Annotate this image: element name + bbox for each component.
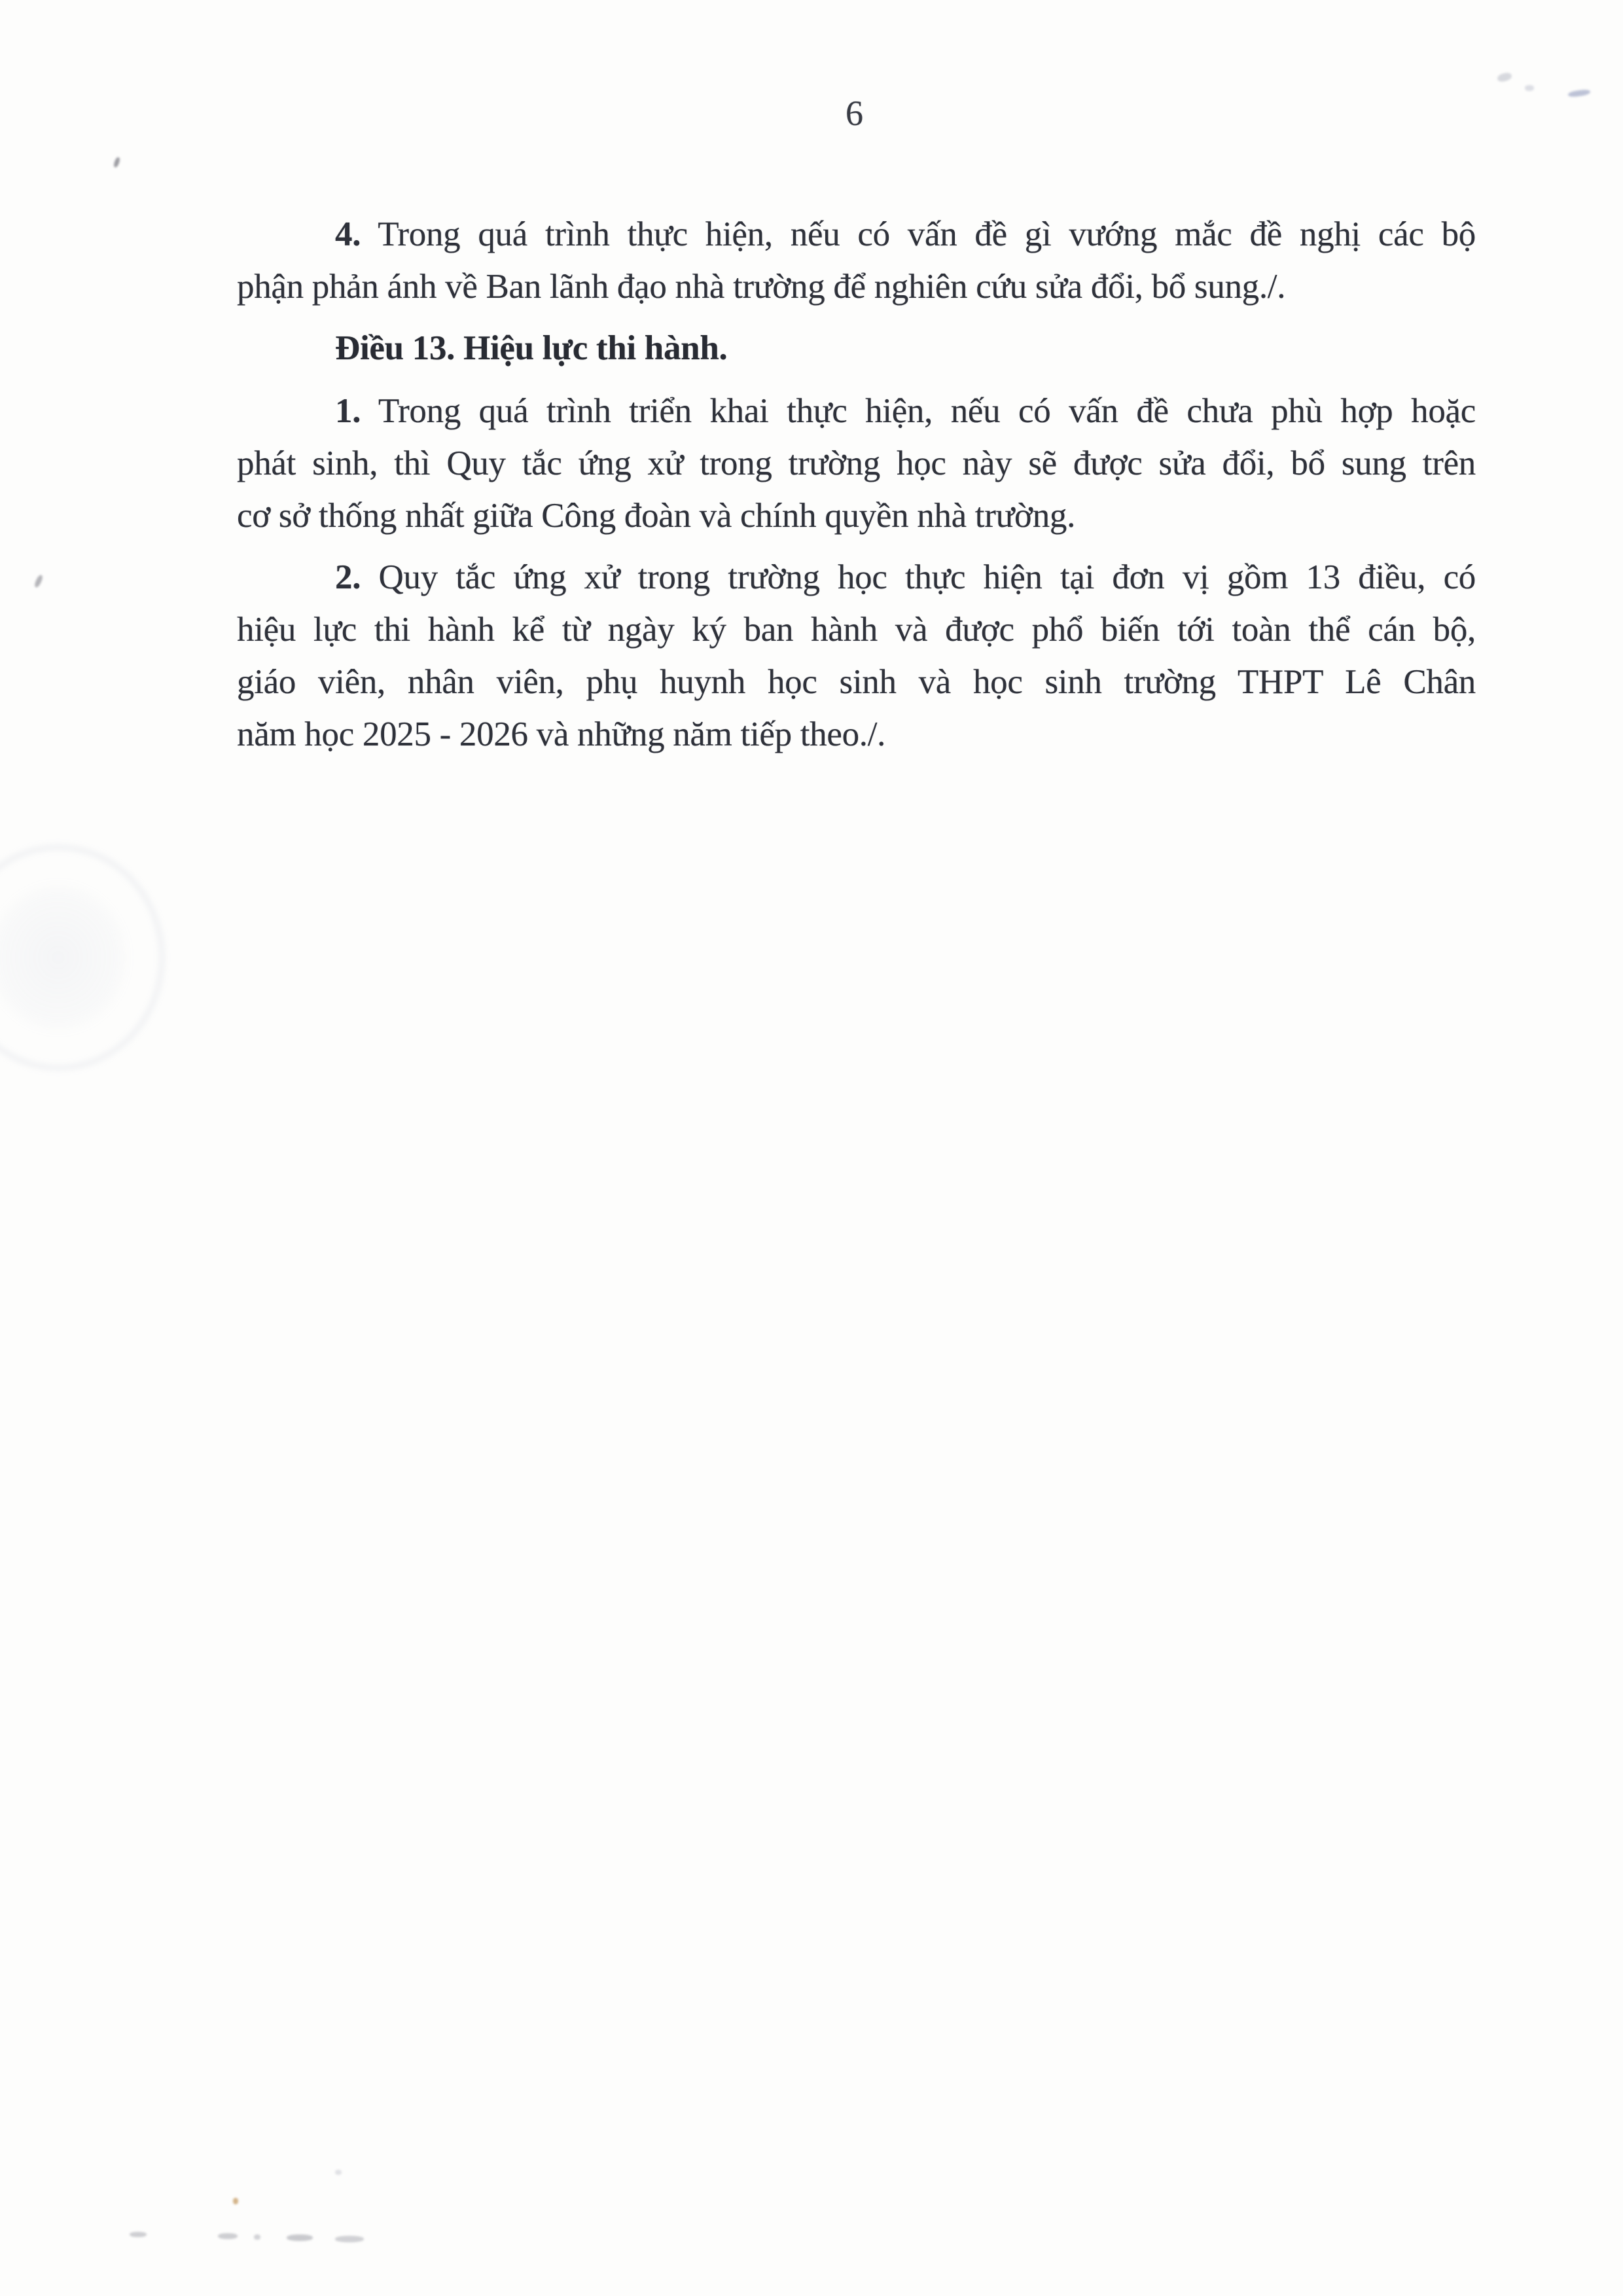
text-line: cơ sở thống nhất giữa Công đoàn và chính quyền nhà trường. — [237, 497, 1076, 535]
page-number: 6 — [846, 94, 863, 133]
scan-speck — [254, 2234, 260, 2240]
text-line: Điều 13. Hiệu lực thi hành. — [335, 329, 728, 367]
text-line: 1. Trong quá trình triển khai thực hiện, nếu có vấn đề chưa phù hợp hoặc — [335, 392, 1476, 430]
text-line: phận phản ánh về Ban lãnh đạo nhà trường để nghiên cứu sửa đổi, bổ sung./. — [237, 268, 1286, 306]
paragraph-number: 4. — [335, 215, 361, 253]
scan-speck — [113, 156, 120, 168]
text-line: hiệu lực thi hành kể từ ngày ký ban hành và được phổ biến tới toàn thể cán bộ, — [237, 611, 1476, 649]
paragraph-number: 2. — [335, 558, 361, 596]
scan-speck — [1525, 85, 1534, 91]
scan-speck — [130, 2232, 147, 2237]
scan-speck — [335, 2170, 342, 2175]
scan-speck — [1568, 89, 1591, 98]
text-line: 2. Quy tắc ứng xử trong trường học thực hiện tại đơn vị gồm 13 điều, có — [335, 558, 1476, 596]
clause-1 — [237, 385, 1476, 542]
stamp-bleedthrough-mark — [0, 846, 164, 1069]
text-line: 4. Trong quá trình thực hiện, nếu có vấn đề gì vướng mắc đề nghị các bộ — [335, 215, 1476, 253]
paragraph-4 — [237, 208, 1476, 313]
scan-speck — [1497, 71, 1512, 82]
text-line: năm học 2025 - 2026 và những năm tiếp theo./. — [237, 715, 886, 753]
scan-speck — [287, 2234, 313, 2241]
paragraph-number: 1. — [335, 392, 361, 430]
text-line: phát sinh, thì Quy tắc ứng xử trong trường học này sẽ được sửa đổi, bổ sung trên — [237, 444, 1476, 482]
paragraph-number: Điều 13. — [335, 329, 455, 367]
scan-speck — [33, 574, 44, 588]
text-line: giáo viên, nhân viên, phụ huynh học sinh và học sinh trường THPT Lê Chân — [237, 663, 1476, 701]
scan-speck — [233, 2198, 238, 2204]
document-body — [237, 208, 1476, 761]
scan-speck — [335, 2236, 364, 2242]
article-13-heading — [237, 322, 1476, 374]
scan-speck — [218, 2233, 238, 2239]
clause-2 — [237, 551, 1476, 761]
